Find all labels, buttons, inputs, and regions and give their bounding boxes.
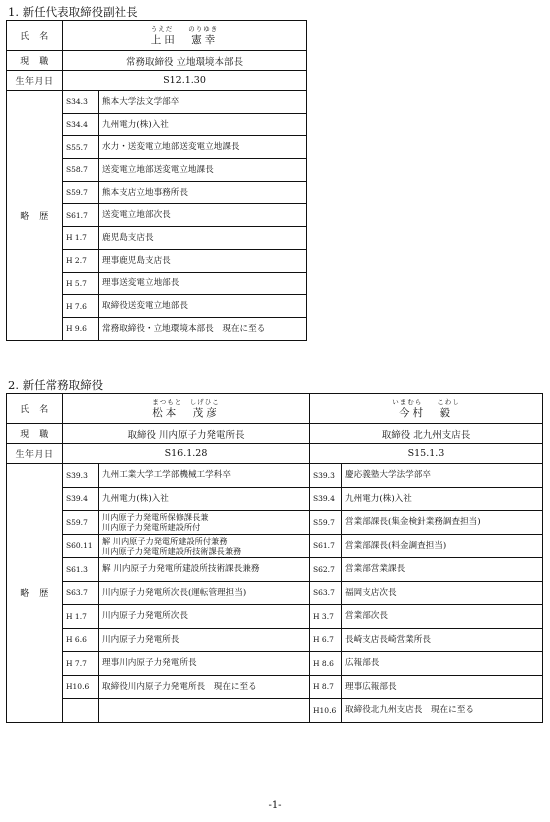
history-event: 取締役北九州支店長 現在に至る <box>342 699 543 723</box>
history-event: 川内原子力発電所保修課長兼 川内原子力発電所建設所付 <box>99 511 310 535</box>
history-year: S39.3 <box>63 464 99 488</box>
table-row <box>7 675 543 699</box>
history-event: 広報部長 <box>342 652 543 676</box>
page-number: -1- <box>268 800 282 811</box>
history-year: H 6.7 <box>310 628 342 652</box>
table-row <box>7 487 543 511</box>
history-year: S34.4 <box>63 113 99 136</box>
label-name: 氏 名 <box>7 394 63 424</box>
table-row <box>7 91 307 114</box>
label-current: 現 職 <box>7 424 63 444</box>
table-row <box>7 581 543 605</box>
history-event: 営業部課長(集金検針業務調査担当) <box>342 511 543 535</box>
history-year: S63.7 <box>63 581 99 605</box>
history-year: S62.7 <box>310 558 342 582</box>
name-ruby: まつもと しげひこ <box>152 397 220 406</box>
history-year: S39.4 <box>310 487 342 511</box>
history-year: H10.6 <box>310 699 342 723</box>
history-event: 川内原子力発電所次長(運転管理担当) <box>99 581 310 605</box>
history-year: H10.6 <box>63 675 99 699</box>
history-year: H 8.6 <box>310 652 342 676</box>
history-event: 取締役川内原子力発電所長 現在に至る <box>99 675 310 699</box>
history-event: 送変電立地部送変電立地課長 <box>99 159 307 182</box>
history-year: S60.11 <box>63 534 99 558</box>
table-row <box>7 699 543 723</box>
history-event: 営業部次長 <box>342 605 543 629</box>
history-year: S39.4 <box>63 487 99 511</box>
section2-title: 2. 新任常務取締役 <box>8 378 104 392</box>
person-name-cell <box>63 21 307 51</box>
history-year: H 2.7 <box>63 249 99 272</box>
label-name: 氏 名 <box>7 21 63 51</box>
empty-cell <box>99 699 310 723</box>
table-row <box>7 534 543 558</box>
person-name: 今村 毅 <box>399 406 453 419</box>
history-event: 営業部営業課長 <box>342 558 543 582</box>
section2-table <box>6 393 543 723</box>
history-event: 解 川内原子力発電所建設所付兼務 川内原子力発電所建設所技術課長兼務 <box>99 534 310 558</box>
birth-date: S16.1.28 <box>63 444 310 464</box>
current-post: 常務取締役 立地環境本部長 <box>63 51 307 71</box>
history-year: H 9.6 <box>63 317 99 340</box>
label-history: 略 歴 <box>7 91 63 341</box>
history-event: 理事川内原子力発電所長 <box>99 652 310 676</box>
history-year: H 5.7 <box>63 272 99 295</box>
history-event: 解 川内原子力発電所建設所技術課長兼務 <box>99 558 310 582</box>
history-event: 長崎支店長崎営業所長 <box>342 628 543 652</box>
history-year: H 7.7 <box>63 652 99 676</box>
table-row <box>7 652 543 676</box>
history-year: H 1.7 <box>63 227 99 250</box>
history-year: S34.3 <box>63 91 99 114</box>
history-event: 営業部課長(料金調査担当) <box>342 534 543 558</box>
history-year: S39.3 <box>310 464 342 488</box>
history-event: 理事広報部長 <box>342 675 543 699</box>
history-event: 水力・送変電立地部送変電立地課長 <box>99 136 307 159</box>
history-event: 福岡支店次長 <box>342 581 543 605</box>
label-history: 略 歴 <box>7 464 63 723</box>
history-year: H 1.7 <box>63 605 99 629</box>
name-ruby: いまむら こわし <box>392 397 460 406</box>
history-event: 理事送変電立地部長 <box>99 272 307 295</box>
history-year: S59.7 <box>63 511 99 535</box>
current-post: 取締役 川内原子力発電所長 <box>63 424 310 444</box>
history-event: 鹿児島支店長 <box>99 227 307 250</box>
label-birth: 生年月日 <box>7 71 63 91</box>
history-event: 九州電力(株)入社 <box>342 487 543 511</box>
history-event: 熊本大学法文学部卒 <box>99 91 307 114</box>
history-event: 川内原子力発電所長 <box>99 628 310 652</box>
history-event: 熊本支店立地事務所長 <box>99 181 307 204</box>
empty-cell <box>63 699 99 723</box>
history-year: H 6.6 <box>63 628 99 652</box>
table-row <box>7 628 543 652</box>
table-row <box>7 511 543 535</box>
history-event: 取締役送変電立地部長 <box>99 295 307 318</box>
person-name-cell <box>63 394 310 424</box>
history-event: 慶応義塾大学法学部卒 <box>342 464 543 488</box>
person-name: 上田 憲幸 <box>150 33 219 46</box>
birth-date: S15.1.3 <box>310 444 543 464</box>
person-name-cell <box>310 394 543 424</box>
history-event: 九州電力(株)入社 <box>99 487 310 511</box>
table-row <box>7 605 543 629</box>
birth-date: S12.1.30 <box>63 71 307 91</box>
label-birth: 生年月日 <box>7 444 63 464</box>
history-year: S55.7 <box>63 136 99 159</box>
history-event: 川内原子力発電所次長 <box>99 605 310 629</box>
history-year: S61.3 <box>63 558 99 582</box>
history-year: S63.7 <box>310 581 342 605</box>
current-post: 取締役 北九州支店長 <box>310 424 543 444</box>
name-ruby: うえだ のりゆき <box>150 24 219 33</box>
history-year: S59.7 <box>63 181 99 204</box>
history-event: 九州工業大学工学部機械工学科卒 <box>99 464 310 488</box>
table-row <box>7 558 543 582</box>
history-event: 送変電立地部次長 <box>99 204 307 227</box>
label-current: 現 職 <box>7 51 63 71</box>
section1-table <box>6 20 307 341</box>
history-event: 理事鹿児島支店長 <box>99 249 307 272</box>
history-event: 九州電力(株)入社 <box>99 113 307 136</box>
section1-title: 1. 新任代表取締役副社長 <box>8 5 138 19</box>
history-year: S61.7 <box>63 204 99 227</box>
history-year: S59.7 <box>310 511 342 535</box>
table-row <box>7 464 543 488</box>
history-year: H 7.6 <box>63 295 99 318</box>
history-event: 常務取締役・立地環境本部長 現在に至る <box>99 317 307 340</box>
history-year: H 3.7 <box>310 605 342 629</box>
person-name: 松本 茂彦 <box>152 406 220 419</box>
history-year: S61.7 <box>310 534 342 558</box>
history-year: S58.7 <box>63 159 99 182</box>
history-year: H 8.7 <box>310 675 342 699</box>
